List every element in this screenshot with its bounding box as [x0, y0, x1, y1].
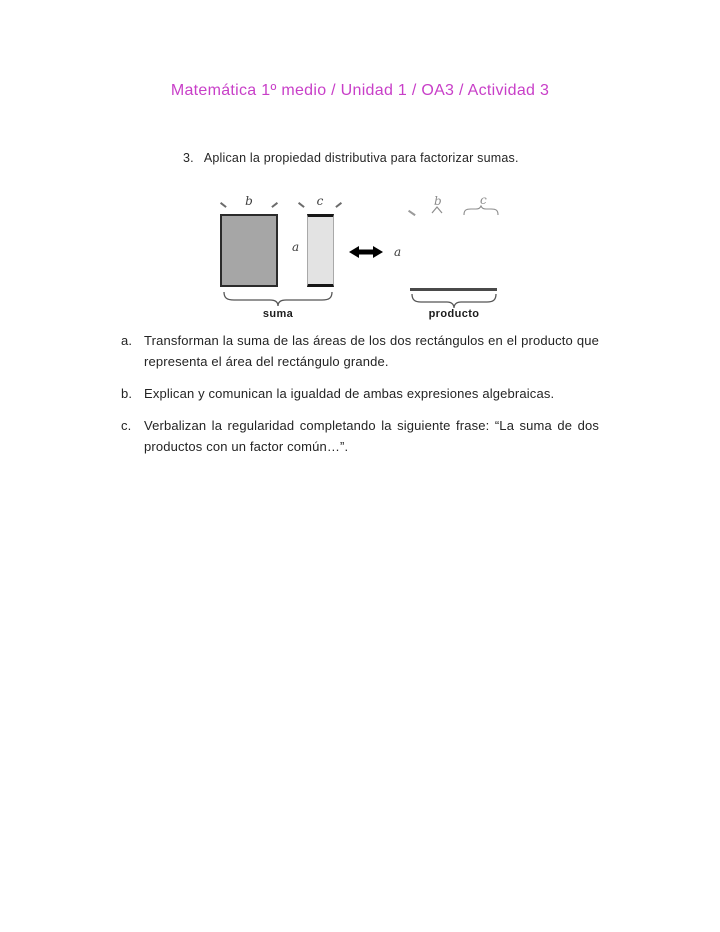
- sum-rectangle-small: [307, 214, 334, 287]
- exercise-statement: Aplican la propiedad distributiva para factorizar sumas.: [203, 151, 519, 165]
- task-label-b: b.: [121, 386, 133, 401]
- task-item-c: [121, 415, 599, 457]
- height-label-a-product: a: [394, 245, 402, 259]
- bracket-tick-right: [335, 202, 341, 207]
- width-bracket-c: [298, 194, 342, 207]
- sum-caption: suma: [262, 308, 294, 320]
- distributive-property-diagram: [180, 190, 540, 330]
- bracket-tick-left: [298, 202, 304, 207]
- task-label-c: c.: [121, 418, 132, 433]
- exercise-3: [183, 151, 663, 165]
- sum-rectangle-large: [220, 214, 278, 287]
- width-bracket-b: [220, 194, 278, 207]
- product-width-label-b: b: [434, 194, 442, 208]
- task-item-a: [121, 330, 599, 372]
- bracket-tick-left: [220, 202, 226, 207]
- task-text-c: Verbalizan la regularidad completando la siguiente frase: “La suma de dos productos con un factor común…”.: [144, 418, 599, 454]
- page-title: Matemática 1º medio / Unidad 1 / OA3 / Actividad 3: [170, 82, 550, 99]
- double-headed-arrow-icon: [349, 243, 383, 261]
- product-c-overbrace: [463, 205, 499, 216]
- width-label-b: b: [245, 194, 253, 208]
- sum-underbrace: [223, 292, 333, 308]
- task-text-a: Transforman la suma de las áreas de los dos rectángulos en el producto que representa el área del rectángulo grande.: [144, 333, 599, 369]
- task-label-a: a.: [121, 333, 133, 348]
- bracket-tick-right: [271, 202, 277, 207]
- product-width-label-c: c: [480, 193, 487, 207]
- width-label-c: c: [316, 194, 324, 208]
- task-item-b: [121, 383, 599, 404]
- product-rectangle-bottom-edge: [410, 288, 497, 291]
- height-label-a-sum: a: [292, 240, 300, 254]
- task-text-b: Explican y comunican la igualdad de ambas expresiones algebraicas.: [144, 386, 555, 401]
- task-list: [121, 330, 599, 468]
- product-caption: producto: [428, 308, 480, 320]
- exercise-number: 3.: [183, 151, 194, 165]
- product-b-caret: [431, 206, 443, 214]
- product-corner-tick: [408, 210, 415, 216]
